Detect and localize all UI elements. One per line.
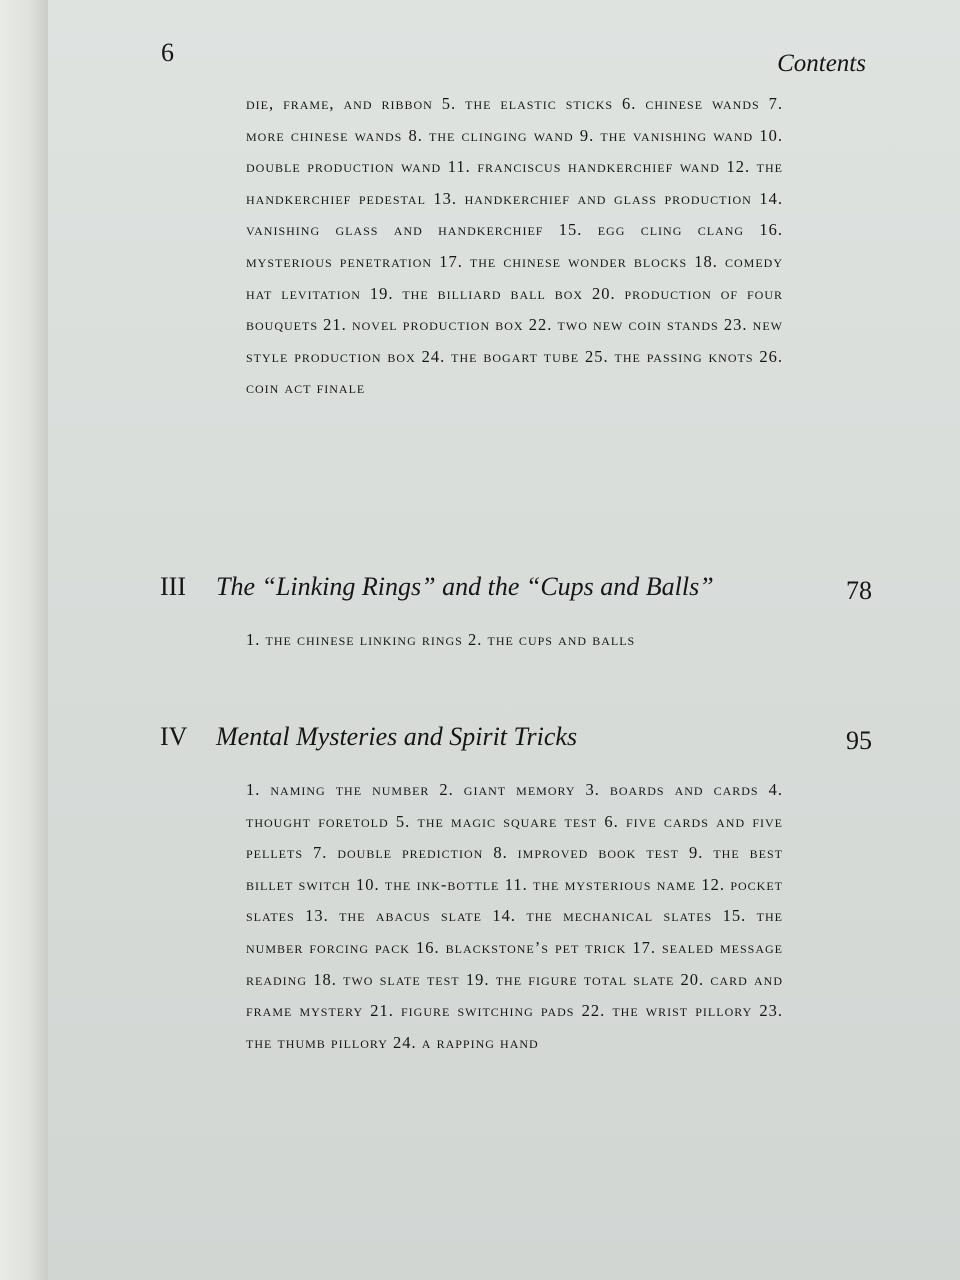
chapter-page-number: 95 [846, 726, 872, 755]
chapter-page-number: 78 [846, 576, 872, 605]
chapter-title: The “Linking Rings” and the “Cups and Balls” [216, 572, 714, 601]
chapter-entries-iv: 1. naming the number 2. giant memory 3. boards and cards 4. thought foretold 5. the magic square test 6. five cards and five pellets 7. double prediction 8. improved book test 9. the best billet switch 10. the ink-bottle 11. the mysterious name 12. pocket slates 13. the abacus slate 14. the mechanical slates 15. the number forcing pack 16. blackstone’s pet trick 17. sealed message reading 18. two slate test 19. the figure total slate 20. card and frame mystery 21. figure switching pads 22. the wrist pillory 23. the thumb pillory 24. a rapping hand [246, 780, 783, 1052]
chapter-heading-iv [160, 722, 872, 755]
chapter-entries-iii: 1. the chinese linking rings 2. the cups and balls [246, 630, 636, 649]
chapter-numeral: III [160, 572, 186, 601]
chapter-title: Mental Mysteries and Spirit Tricks [216, 722, 578, 751]
book-page [48, 0, 960, 1280]
page-number: 6 [161, 38, 174, 67]
chapter-entries-continued: die, frame, and ribbon 5. the elastic sticks 6. chinese wands 7. more chinese wands 8. the clinging wand 9. the vanishing wand 10. double production wand 11. franciscus handkerchief wand 12. the handkerchief pedestal 13. handkerchief and glass production 14. vanishing glass and handkerchief 15. egg cling clang 16. mysterious penetration 17. the chinese wonder blocks 18. comedy hat levitation 19. the billiard ball box 20. production of four bouquets 21. novel production box 22. two new coin stands 23. new style production box 24. the bogart tube 25. the passing knots 26. coin act finale [246, 94, 783, 398]
running-head: Contents [777, 50, 866, 77]
page-edge [0, 0, 48, 1280]
chapter-heading-iii [160, 572, 872, 605]
chapter-numeral: IV [160, 722, 188, 751]
